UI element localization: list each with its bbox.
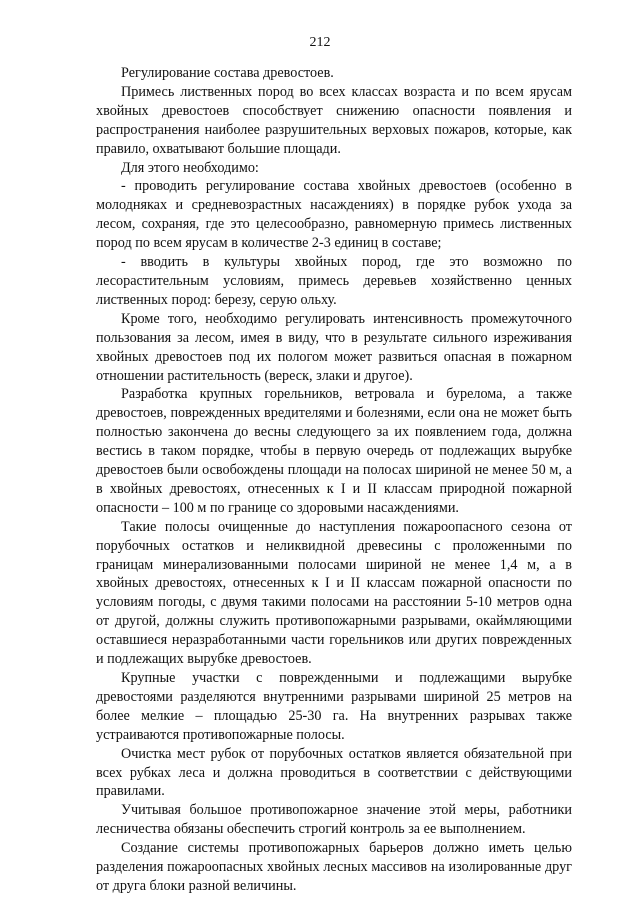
paragraph: Такие полосы очищенные до наступления пожароопасного сезона от порубочных остатков и неликвидной древесины с проложенными по границам минерализованными полосами шириной не менее 1,4 м, а в хвойных древостоях, отнесенных к I и II классам пожарной опасности по условиям погоды, с двумя такими полосами на расстоянии 5-10 метров одна от другой, должны служить противопожарными разрывами, окаймляющими оставшиеся неразработанными части горельников или других поврежденных и подлежащих вырубке древостоев.: [96, 518, 572, 668]
paragraph: Разработка крупных горельников, ветровала и бурелома, а также древостоев, поврежденных вредителями и болезнями, если она не может быть полностью закончена до весны следующего за их появлением года, должна вестись в таком порядке, чтобы в первую очередь от подлежащих вырубке древостоев были освобождены площади на полосах шириной не менее 50 м, а в хвойных древостоях, отнесенных к I и II классам природной пожарной опасности – 100 м по границе со здоровыми насаждениями.: [96, 386, 572, 516]
paragraph: Очистка мест рубок от порубочных остатков является обязательной при всех рубках леса и должна проводиться в соответствии с действующими правилами.: [96, 745, 572, 800]
paragraph: Создание системы противопожарных барьеров должно иметь целью разделения пожароопасных хвойных лесных массивов на изолированные друг от друга блоки разной величины.: [96, 840, 572, 894]
paragraph: Крупные участки с поврежденными и подлежащими вырубке древостоями разделяются внутренними разрывами шириной 25 метров на более мелкие – площадью 25-30 га. На внутренних разрывах также устраиваются противопожарные полосы.: [96, 670, 572, 743]
paragraph: Для этого необходимо:: [121, 159, 259, 176]
paragraph: Кроме того, необходимо регулировать интенсивность промежуточного пользования за лесом, имея в виду, что в результате сильного изреживания хвойных древостоев под их пологом может развиться опасная в пожарном отношении растительность (вереск, злаки и другое).: [96, 310, 572, 384]
page-number: 212: [309, 35, 331, 50]
paragraph: Учитывая большое противопожарное значение этой меры, работники лесничества обязаны обеспечить строгий контроль за ее выполнением.: [96, 802, 572, 838]
list-item: - вводить в культуры хвойных пород, где это возможно по лесорастительным условиям, примесь деревьев хозяйственно ценных лиственных пород: березу, серую ольху.: [96, 254, 572, 308]
list-item: - проводить регулирование состава хвойных древостоев (особенно в молодняках и средневозрастных насаждениях) в порядке рубок ухода за лесом, сохраняя, где это целесообразно, равномерную примесь лиственных пород по всем ярусам в количестве 2-3 единиц в составе;: [96, 178, 572, 252]
document-body: [96, 64, 572, 896]
paragraph: Примесь лиственных пород во всех классах возраста и по всем ярусам хвойных древостоев способствует снижению опасности появления и распространения наиболее разрушительных верховых пожаров, которые, как правило, охватывают большие площади.: [96, 83, 572, 157]
section-heading: Регулирование состава древостоев.: [121, 65, 334, 81]
